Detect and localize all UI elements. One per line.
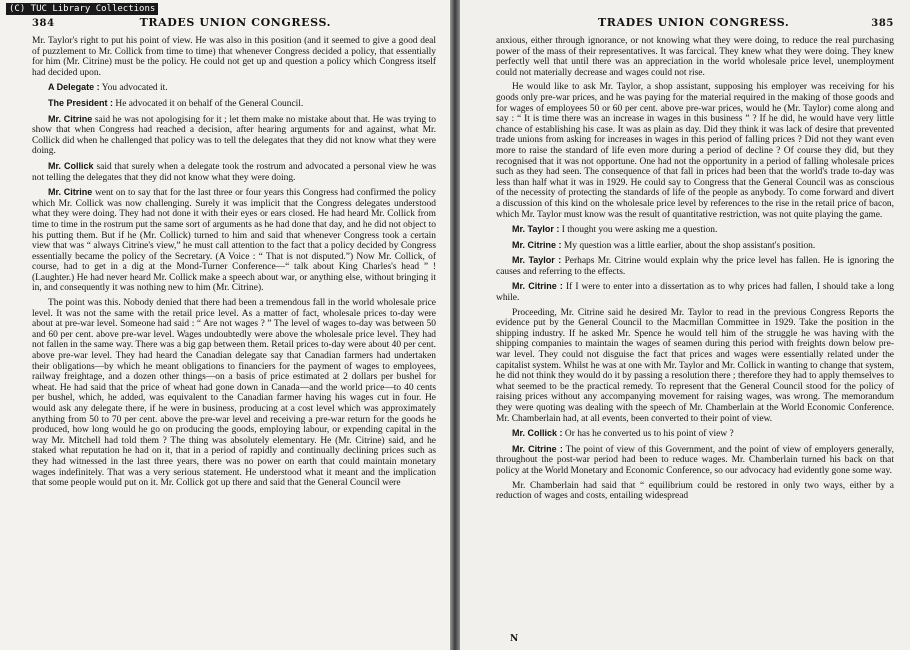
paragraph bbox=[32, 187, 436, 294]
paragraph bbox=[496, 281, 894, 303]
paragraph bbox=[496, 255, 894, 277]
paragraph-text: Or has he converted us to his point of view ? bbox=[562, 429, 734, 440]
book-gutter bbox=[450, 0, 460, 650]
paragraph-text: I thought you were asking me a question. bbox=[559, 225, 718, 236]
paragraph-text: said he was not apologising for it ; let them make no mistake about that. He was trying to show that when Congress had reached a decision, after hearing arguments for and against, what Mr. Collick did when he challenged that policy was to tell the delegates that they did not know what they were doing. bbox=[32, 114, 436, 157]
speaker-name: Mr. Citrine : bbox=[512, 281, 563, 292]
left-page-number: 384 bbox=[32, 18, 55, 29]
paragraph-text: My question was a little earlier, about the shop assistant's position. bbox=[561, 240, 816, 251]
paragraph bbox=[496, 481, 894, 502]
right-page bbox=[460, 0, 910, 650]
left-running-head: TRADES UNION CONGRESS. bbox=[139, 16, 332, 29]
right-page-header bbox=[496, 16, 894, 30]
paragraph bbox=[496, 224, 894, 236]
paragraph-text: Mr. Chamberlain had said that “ equilibrium could be restored in only two ways, either by a reduction of wages and costs, entailing widespread bbox=[496, 480, 894, 502]
paragraph bbox=[32, 298, 436, 489]
speaker-name: Mr. Collick bbox=[48, 160, 94, 171]
paragraph bbox=[496, 240, 894, 252]
copyright-watermark: (C) TUC Library Collections bbox=[6, 3, 158, 15]
paragraph-text: Mr. Taylor's right to put his point of view. He was also in this position (and it seemed to give a good deal of puzzlement to Mr. Collick from time to time) that whenever Congress decided a policy, that essentially for him (Mr. Citrine) must be the policy. He could not get up and question a policy which Congress itself had decided upon. bbox=[32, 36, 436, 78]
speaker-name: Mr. Citrine : bbox=[512, 239, 562, 250]
paragraph bbox=[496, 444, 894, 477]
right-running-head: TRADES UNION CONGRESS. bbox=[597, 16, 790, 29]
paragraph bbox=[32, 98, 436, 110]
paragraph-text: The point of view of this Government, and the point of view of employers generally, throughout the post-war period had been to reduce wages. Mr. Chamberlain turned his back on that policy at the World Monetary and Economic Conference, so our advocacy had evidently gone some way. bbox=[496, 444, 894, 476]
paragraph bbox=[32, 114, 436, 157]
speaker-name: Mr. Citrine : bbox=[512, 443, 563, 454]
paragraph-text: He would like to ask Mr. Taylor, a shop assistant, supposing his employer was receiving for his goods only pre-war prices, and he was paying for the material required in the making of those goods and for wages of employees 50 or 60 per cent. above pre-war prices, would he (Mr. Taylor) come along and say : “ It is time there was an increase in wages in this business ” ? If he did, he would have very little chance of establishing his case. It was as plain as day. Did they think it was lack of desire that prevented trade unions from asking for increases in wages in this period of falling prices ? Did not they want even more to raise the standard of life even more during a period of decline ? Of course they did, but they recognised that it was not opportune. One had not the opportunity in a period of falling wholesale prices such as they had seen. The consequence of that fall in prices had been that the world's trade to-day was less than half what it was in 1929. He could say to Congress that the General Council was as conscious of the necessity of protecting the standards of life of the people as anybody. To come forward and divert a discussion of this kind on the wholesale price level by references to the rise in the retail price of bacon, which Mr. Taylor must know was the result of quantitative restriction, was not quite playing the game. bbox=[496, 82, 894, 220]
paragraph-text: Perhaps Mr. Citrine would explain why the price level has fallen. He is ignoring the causes and referring to the effects. bbox=[496, 256, 894, 277]
left-page-text bbox=[32, 36, 436, 489]
paragraph bbox=[32, 36, 436, 78]
left-page-header bbox=[32, 16, 436, 30]
left-page bbox=[0, 0, 450, 650]
paragraph-text: Proceeding, Mr. Citrine said he desired Mr. Taylor to read in the previous Congress Reports the evidence put by the General Council to the Macmillan Committee in 1929. Take the position in the shipping industry. If he asked Mr. Spence he would tell him of the struggle he was having with the shipping companies to maintain the wages of seamen during this period with freights down below pre-war level. They could not disguise the fact that prices and wages were essentially related under the capitalist system. Whilst he was at one with Mr. Taylor and Mr. Collick in wanting to change that system, he did not think they would do it by passing a resolution there ; therefore they had to apply themselves to what seemed to be the practical remedy. To represent that the General Council stood for the policy of raising prices without any accompanying movement for raising wages, was wrong. The memorandum they were quoting was dealing with the speech of Mr. Chamberlain at the World Economic Conference. Mr. Chamberlain had, at all events, been converted to their point of view. bbox=[496, 307, 894, 424]
paragraph-text: He advocated it on behalf of the General Council. bbox=[113, 98, 304, 109]
speaker-name: A Delegate : bbox=[48, 82, 100, 93]
paragraph bbox=[496, 36, 894, 78]
paragraph bbox=[32, 82, 436, 94]
paragraph-text: If I were to enter into a dissertation as to why prices had fallen, I should take a long while. bbox=[496, 282, 894, 304]
speaker-name: Mr. Collick : bbox=[512, 428, 563, 439]
paragraph-text: You advocated it. bbox=[99, 83, 168, 94]
speaker-name: Mr. Taylor : bbox=[512, 255, 562, 266]
paragraph bbox=[496, 308, 894, 425]
paragraph-text: said that surely when a delegate took the rostrum and advocated a personal view he was not telling the delegates that they did not know what they were doing. bbox=[32, 161, 437, 183]
right-page-number: 385 bbox=[871, 18, 894, 29]
footer-mark: N bbox=[510, 634, 519, 644]
paragraph-text: anxious, either through ignorance, or not knowing what they were doing, to reduce the real purchasing power of the mass of their representatives. It was farcical. They knew what they were doing. They knew perfectly well that until there was an appreciation in the world wholesale price level, unemployment could not materially decrease and wages could not rise. bbox=[496, 36, 894, 78]
right-page-text bbox=[496, 36, 894, 502]
paragraph bbox=[32, 161, 436, 183]
paragraph-text: The point was this. Nobody denied that there had been a tremendous fall in the world wholesale price level. It was not the same with the retail price level. As a matter of fact, wholesale prices to-day were about at pre-war level. Someone had said : “ Are not wages ? ” The level of wages to-day was between 50 and 60 per cent. above pre-war level. Wages undoubtedly were above the wholesale price level. They had not fallen in the same way. There was a big gap between them. Retail prices to-day were about 40 per cent. above pre-war level. They had heard the Canadian delegate say that Canadian farmers had undertaken their obligations—by which he meant obligations to financiers for the payment of wages to employees, railway freightage, and a dozen other things—on a basis of price estimated at 2 dollars per bushel for wheat. He had said that the price of wheat had gone down in Canada—and the world price—to 40 cents per bushel, which, he added, was equivalent to the Canadian farmer having his wages cut in four. He would ask any delegate there, if he were in business, producing at a cost level which was approximately anything from 50 to 70 per cent. above the pre-war level and receiving a pre-war return for the goods he produced, how long would he go on producing the goods, employing labour, or expending capital in the way Mr. Mitchell had told them ? The thing was absolutely elementary. He (Mr. Citrine) said, and he staked what reputation he had on it, that in a period of rapidly and continually declining prices such as they had witnessed in the last three years, there was no power on earth that could maintain monetary wages indefinitely. That was a very serious statement. He understood what it meant and the implication that some people would put on it. Mr. Collick got up there and said that the General Council were bbox=[32, 298, 436, 489]
paragraph bbox=[496, 82, 894, 220]
speaker-name: Mr. Citrine bbox=[48, 187, 93, 198]
paragraph-text: went on to say that for the last three or four years this Congress had confirmed the policy which Mr. Collick was now challenging. Surely it was implicit that the Congress delegates understood what they were doing. They had not done it with their eyes or ears closed. He had heard Mr. Collick from time to time in the rostrum put the same sort of arguments as he had done that day, and he did not object to his putting them. But if he (Mr. Collick) turned to him and said that whenever Congress took a certain view that was “ always Citrine's view,” he must call attention to the fact that a policy decided by Congress essentially became the policy of the Secretary. (A Voice : “ That is not disputed.”) Now Mr. Collick, of course, had to get in a dig at the Mond-Turner Conference—“ talk about King Charles's head ” ! (Laughter.) He had never heard Mr. Collick make a speech about war, or anything else, without bringing it in, and consequently it was nothing new to him (Mr. Citrine). bbox=[32, 188, 436, 294]
paragraph bbox=[496, 428, 894, 440]
speaker-name: The President : bbox=[48, 97, 114, 108]
speaker-name: Mr. Taylor : bbox=[512, 224, 560, 235]
speaker-name: Mr. Citrine bbox=[48, 113, 93, 124]
